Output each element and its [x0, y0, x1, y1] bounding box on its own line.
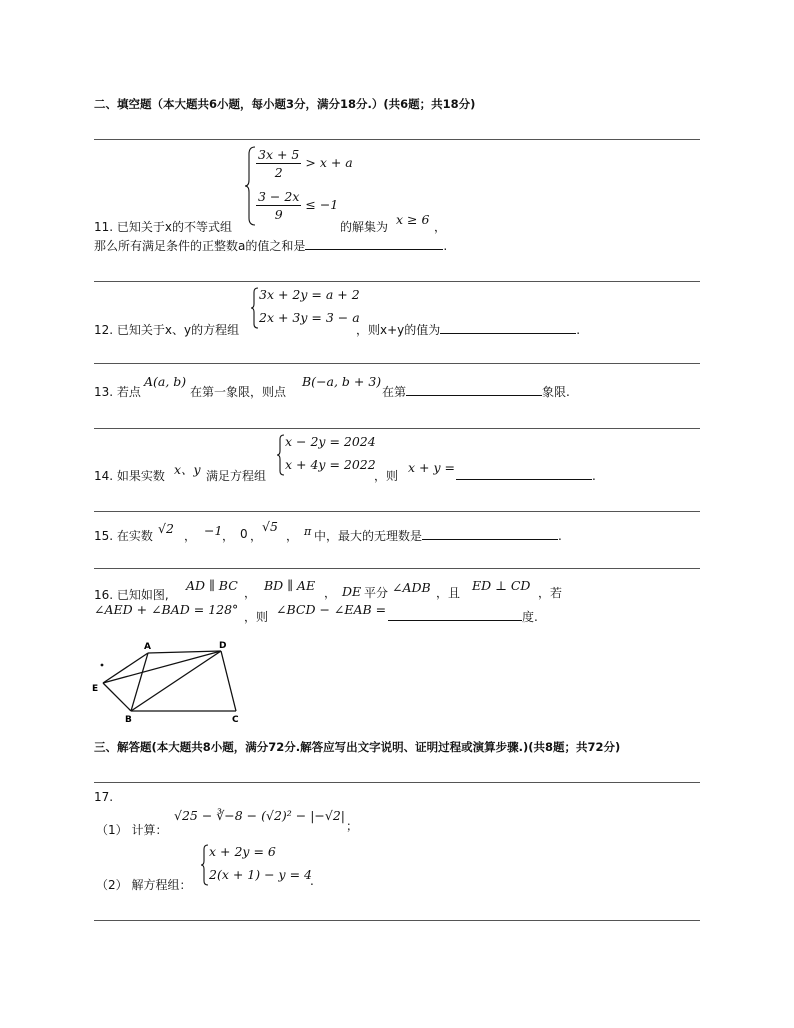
- segment-ed: [103, 651, 221, 683]
- q16-sep: ，: [244, 586, 257, 600]
- q17-part2-end: .: [310, 874, 314, 888]
- q11-inequality-2: $\frac{3 - 2x}{9}$ ≤ −1: [258, 189, 339, 222]
- q15-sep: ，: [286, 529, 299, 543]
- q11-text-b: 的解集为: [340, 220, 389, 234]
- figure-lines: [103, 651, 236, 711]
- divider: [94, 363, 700, 364]
- q17-part1-end: ；: [346, 819, 359, 833]
- segment-ab: [131, 653, 148, 711]
- q17-eq2: 2(x + 1) − y = 4: [209, 867, 312, 882]
- q15-zero: 0: [240, 527, 248, 541]
- q15-sqrt5: √5: [262, 519, 278, 534]
- q14-expr: x + y =: [408, 460, 455, 475]
- q16-answer-blank[interactable]: [388, 608, 522, 621]
- label-a: A: [144, 642, 151, 652]
- segment-ea: [103, 653, 148, 683]
- section-2-title: 二、填空题（本大题共6小题，每小题3分，满分18分.）(共6题；共18分): [94, 97, 476, 111]
- q14-answer-blank[interactable]: [456, 467, 592, 480]
- divider: [94, 511, 700, 512]
- q16-condition-6: ∠AED + ∠BAD = 128°: [94, 602, 239, 617]
- q15-sep: ，: [222, 529, 235, 543]
- q15-text-a: 15. 在实数: [94, 529, 153, 543]
- segment-dc: [221, 651, 236, 711]
- label-e: E: [92, 684, 99, 694]
- label-d: D: [219, 641, 227, 651]
- q15-pi: π: [304, 525, 312, 538]
- q16-condition-4: ∠ADB: [392, 580, 431, 595]
- q15-sqrt2: √2: [158, 521, 174, 536]
- q13-point-b: B(−a, b + 3): [302, 374, 382, 389]
- q16-condition-5: ED ⊥ CD: [472, 578, 531, 593]
- q11-text-a: 11. 已知关于x的不等式组: [94, 220, 233, 234]
- q12-question-line: ，则x+y的值为 .: [356, 323, 581, 337]
- q17-part2-label: （2） 解方程组：: [96, 878, 192, 892]
- q14-eq2: x + 4y = 2022: [285, 457, 376, 472]
- q16-text-b: 平分: [364, 586, 389, 600]
- q17-part1-label: （1） 计算：: [96, 823, 168, 837]
- q14-text-c: ，则: [374, 469, 399, 483]
- divider: [94, 428, 700, 429]
- q13-point-a: A(a, b): [144, 374, 187, 389]
- q15-minus-one: −1: [204, 523, 223, 538]
- q17-eq1: x + 2y = 6: [209, 844, 276, 859]
- q13-text-a: 13. 若点: [94, 385, 141, 399]
- q15-sep: ，: [184, 529, 197, 543]
- q11-inequality-system: [244, 144, 364, 228]
- q16-sep: ，: [324, 586, 337, 600]
- q14-answer-line: .: [456, 467, 596, 483]
- q11-question-line: 那么所有满足条件的正整数a的值之和是 .: [94, 239, 448, 253]
- q13-text-b: 在第一象限，则点: [190, 385, 287, 399]
- segment-ad: [148, 651, 221, 653]
- q16-text-d: ，若: [538, 586, 563, 600]
- segment-bd: [131, 651, 221, 711]
- q12-answer-blank[interactable]: [440, 321, 576, 334]
- divider: [94, 281, 700, 282]
- segment-eb: [103, 683, 131, 711]
- q13-answer-blank[interactable]: [406, 383, 542, 396]
- q14-text-a: 14. 如果实数: [94, 469, 165, 483]
- q14-text-b: 满足方程组: [206, 469, 267, 483]
- q15-answer-blank[interactable]: [422, 527, 558, 540]
- q17-number: 17.: [94, 790, 114, 804]
- q16-geometry-figure: [88, 636, 248, 726]
- q16-answer-line: 度.: [388, 608, 538, 625]
- q11-answer-blank[interactable]: [305, 237, 443, 250]
- divider: [94, 782, 700, 783]
- label-b: B: [125, 715, 132, 725]
- q16-condition-3: DE: [342, 584, 362, 599]
- divider: [94, 920, 700, 921]
- q16-text-a: 16. 已知如图,: [94, 588, 169, 602]
- q11-text-c: ，: [434, 220, 447, 234]
- divider: [94, 568, 700, 569]
- q12-eq1: 3x + 2y = a + 2: [259, 287, 360, 302]
- q12-eq2: 2x + 3y = 3 − a: [259, 310, 360, 325]
- q14-eq1: x − 2y = 2024: [285, 434, 376, 449]
- q11-solution: x ≥ 6: [396, 212, 430, 227]
- divider: [94, 139, 700, 140]
- q16-condition-1: AD ∥ BC: [186, 578, 238, 593]
- q17-part1-expression: √25 − ∛−8 − (√2)² − |−√2|: [174, 808, 346, 823]
- q16-condition-7: ∠BCD − ∠EAB =: [276, 602, 387, 617]
- q15-question-line: 中，最大的无理数是 .: [314, 529, 562, 543]
- q12-text-a: 12. 已知关于x、y的方程组: [94, 323, 240, 337]
- q13-question-line: 在第 象限.: [382, 385, 570, 399]
- section-3-title: 三、解答题(本大题共8小题，满分72分.解答应写出文字说明、证明过程或演算步骤.)(共8题；共72分): [94, 740, 621, 754]
- q16-text-e: ，则: [244, 610, 269, 624]
- dot-mark: [101, 664, 104, 667]
- q12-equation-system: [250, 285, 370, 331]
- label-c: C: [232, 715, 239, 725]
- q16-condition-2: BD ∥ AE: [264, 578, 316, 593]
- q11-inequality-1: $\frac{3x + 5}{2}$ > x + a: [258, 147, 353, 180]
- q15-sep: ，: [250, 529, 263, 543]
- q16-text-c: ，且: [436, 586, 461, 600]
- q14-vars: x、y: [174, 462, 201, 477]
